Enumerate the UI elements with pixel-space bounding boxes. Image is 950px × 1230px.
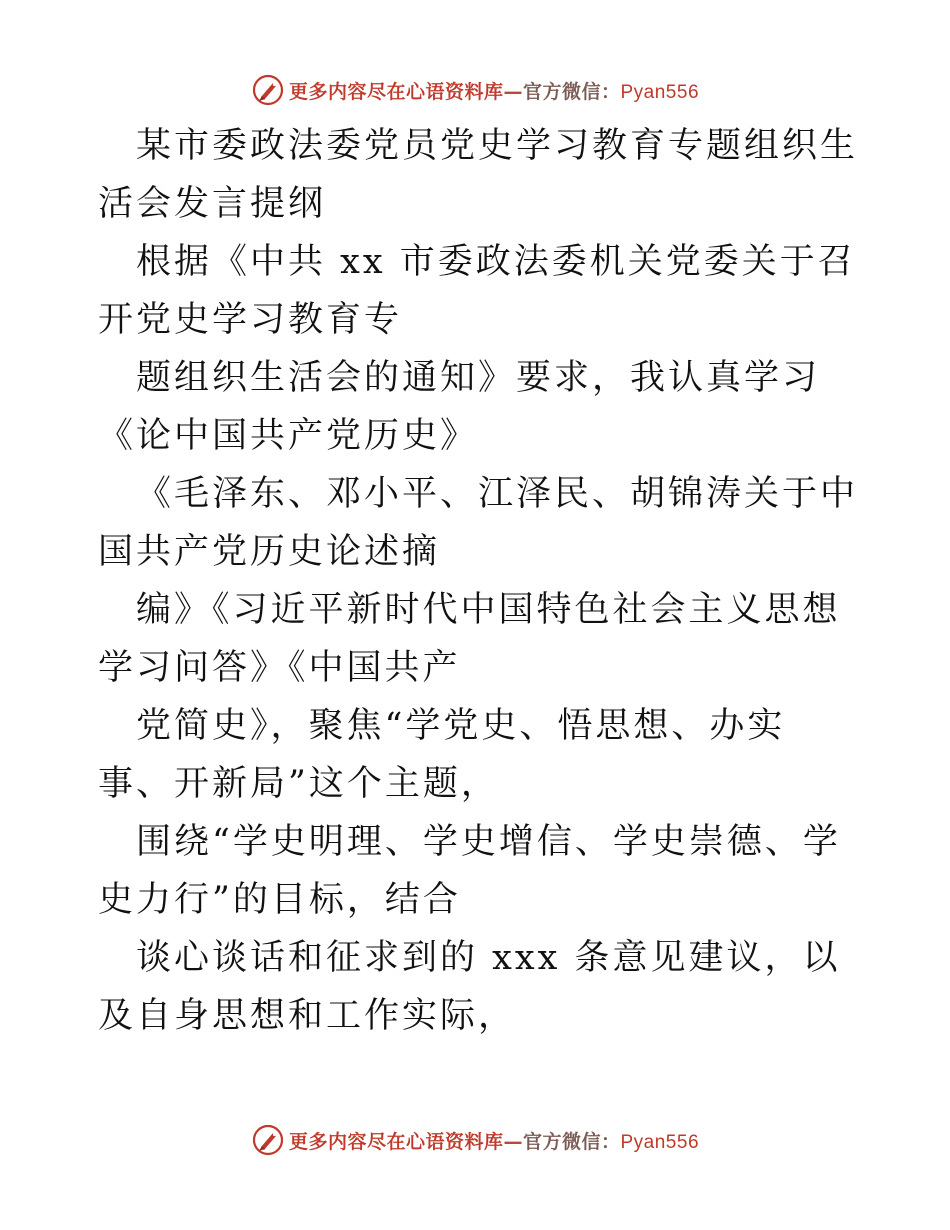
watermark-wechat-id: Pyan556: [620, 81, 700, 103]
header-watermark: [0, 70, 950, 110]
pen-nib-logo-icon: [251, 73, 285, 107]
paragraph: 谈心谈话和征求到的 xxx 条意见建议，以及自身思想和工作实际，: [98, 938, 841, 1036]
watermark-text: [289, 1127, 699, 1154]
paragraph: 题组织生活会的通知》要求，我认真学习《论中国共产党历史》: [98, 358, 821, 456]
watermark-site: 更多内容尽在心语资料库: [288, 1130, 504, 1153]
paragraph: 《毛泽东、邓小平、江泽民、胡锦涛关于中国共产党历史论述摘: [98, 474, 859, 572]
watermark-separator: —: [503, 1130, 523, 1153]
footer-watermark: [0, 1120, 950, 1160]
pen-nib-logo-icon: [251, 1123, 285, 1157]
watermark-separator: —: [503, 80, 523, 103]
watermark-wechat-id: Pyan556: [620, 1131, 700, 1153]
paragraph: 围绕“学史明理、学史增信、学史崇德、学史力行”的目标，结合: [98, 822, 841, 920]
paragraph-title: 某市委政法委党员党史学习教育专题组织生活会发言提纲: [98, 126, 859, 224]
watermark-text: [289, 77, 699, 104]
watermark-wechat-label: 官方微信：: [522, 1130, 621, 1153]
paragraph: 根据《中共 xx 市委政法委机关党委关于召开党史学习教育专: [98, 242, 856, 340]
paragraph: 党简史》，聚焦“学党史、悟思想、办实事、开新局”这个主题，: [98, 706, 786, 804]
document-body: [98, 117, 858, 1045]
paragraph: 编》《习近平新时代中国特色社会主义思想学习问答》《中国共产: [98, 590, 841, 688]
watermark-wechat-label: 官方微信：: [522, 80, 621, 103]
watermark-site: 更多内容尽在心语资料库: [288, 80, 504, 103]
